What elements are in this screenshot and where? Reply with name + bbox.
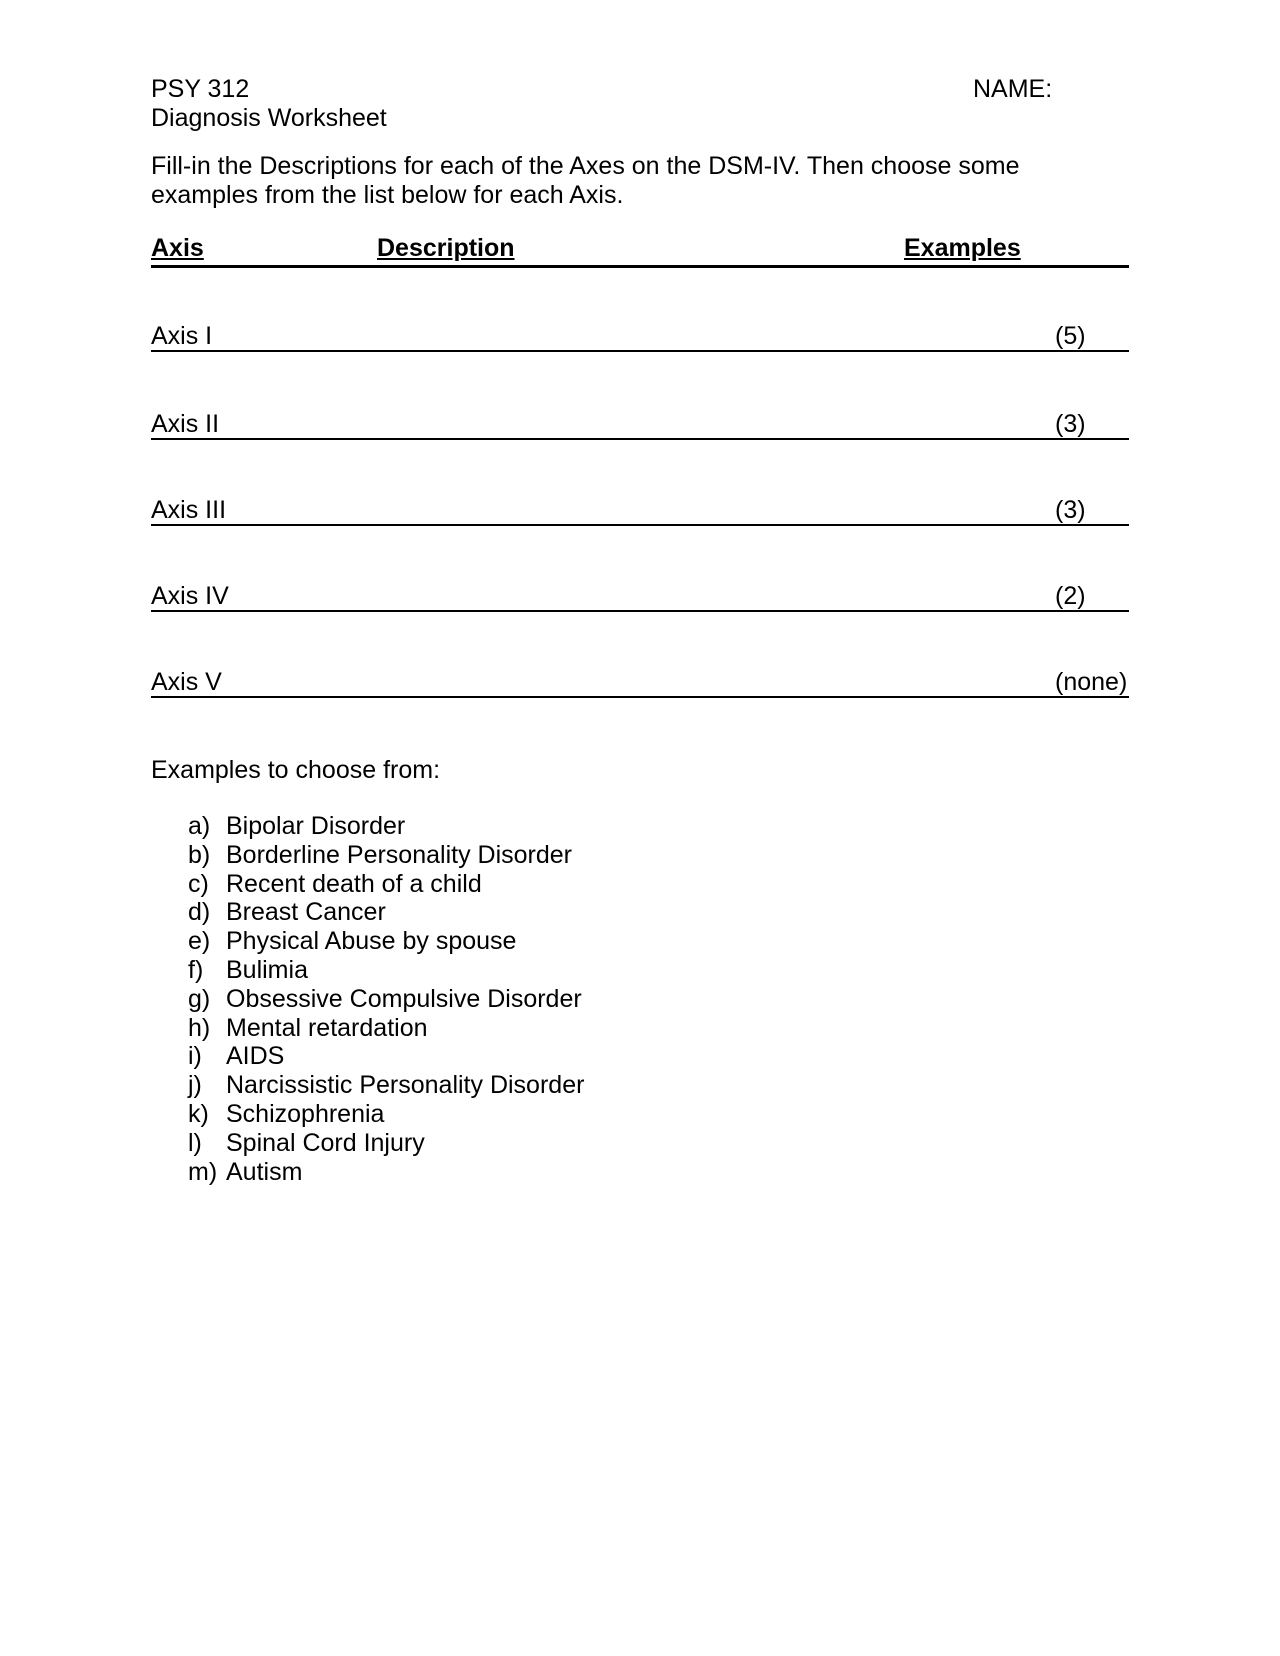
- list-item: [188, 1100, 584, 1129]
- item-text: Bipolar Disorder: [226, 812, 406, 840]
- item-text: Autism: [226, 1157, 303, 1186]
- item-text: Obsessive Compulsive Disorder: [226, 984, 582, 1013]
- item-text: Recent death of a child: [226, 869, 482, 898]
- item-letter: i): [188, 1042, 202, 1071]
- axis-row-1[interactable]: [151, 322, 1129, 352]
- item-letter: h): [188, 1013, 211, 1042]
- examples-heading: Examples to choose from:: [151, 756, 441, 784]
- list-item: [188, 870, 584, 899]
- list-item: [188, 927, 584, 956]
- item-letter: k): [188, 1099, 209, 1128]
- axis-example-count: (5): [1055, 322, 1086, 350]
- column-header-description: Description: [377, 234, 515, 262]
- item-letter: b): [188, 840, 211, 869]
- item-letter: e): [188, 927, 211, 956]
- item-text: Spinal Cord Injury: [226, 1128, 425, 1157]
- item-text: Physical Abuse by spouse: [226, 927, 517, 956]
- table-header: [151, 236, 1129, 268]
- item-text: Borderline Personality Disorder: [226, 840, 572, 869]
- item-letter: j): [188, 1071, 202, 1100]
- item-text: Narcissistic Personality Disorder: [226, 1071, 585, 1100]
- item-letter: c): [188, 869, 209, 898]
- column-header-examples: Examples: [904, 234, 1021, 262]
- item-text: Bulimia: [226, 955, 308, 984]
- list-item: [188, 841, 584, 870]
- axis-label: Axis IV: [151, 582, 229, 610]
- item-letter: l): [188, 1128, 202, 1157]
- axis-example-count: (none): [1055, 668, 1128, 696]
- list-item: [188, 1158, 584, 1187]
- axis-label: Axis III: [151, 496, 227, 524]
- list-item: [188, 1071, 584, 1100]
- axis-example-count: (2): [1055, 582, 1086, 610]
- item-letter: f): [188, 955, 204, 984]
- axis-example-count: (3): [1055, 410, 1086, 438]
- item-text: AIDS: [226, 1042, 285, 1071]
- examples-list: [188, 812, 584, 1186]
- axis-row-2[interactable]: [151, 410, 1129, 440]
- item-letter: g): [188, 984, 211, 1013]
- list-item: [188, 985, 584, 1014]
- list-item: [188, 1042, 584, 1071]
- axis-example-count: (3): [1055, 496, 1086, 524]
- item-text: Breast Cancer: [226, 898, 386, 927]
- list-item: [188, 812, 584, 841]
- axis-row-5[interactable]: [151, 668, 1129, 698]
- worksheet-title: Diagnosis Worksheet: [151, 104, 387, 132]
- axis-label: Axis II: [151, 410, 220, 438]
- list-item: [188, 1014, 584, 1043]
- item-letter: m): [188, 1157, 218, 1186]
- axis-row-3[interactable]: [151, 496, 1129, 526]
- list-item: [188, 1129, 584, 1158]
- item-text: Schizophrenia: [226, 1099, 385, 1128]
- item-letter: a): [188, 812, 211, 840]
- instructions: Fill-in the Descriptions for each of the Axes on the DSM-IV. Then choose some examples from the list below for each Axis.: [151, 152, 1020, 209]
- axis-label: Axis V: [151, 668, 222, 696]
- axis-label: Axis I: [151, 322, 213, 350]
- name-label: NAME:: [973, 75, 1053, 103]
- list-item: [188, 956, 584, 985]
- item-letter: d): [188, 898, 211, 927]
- list-item: [188, 898, 584, 927]
- course-code: PSY 312: [151, 75, 250, 103]
- item-text: Mental retardation: [226, 1013, 428, 1042]
- axis-row-4[interactable]: [151, 582, 1129, 612]
- column-header-axis: Axis: [151, 234, 204, 262]
